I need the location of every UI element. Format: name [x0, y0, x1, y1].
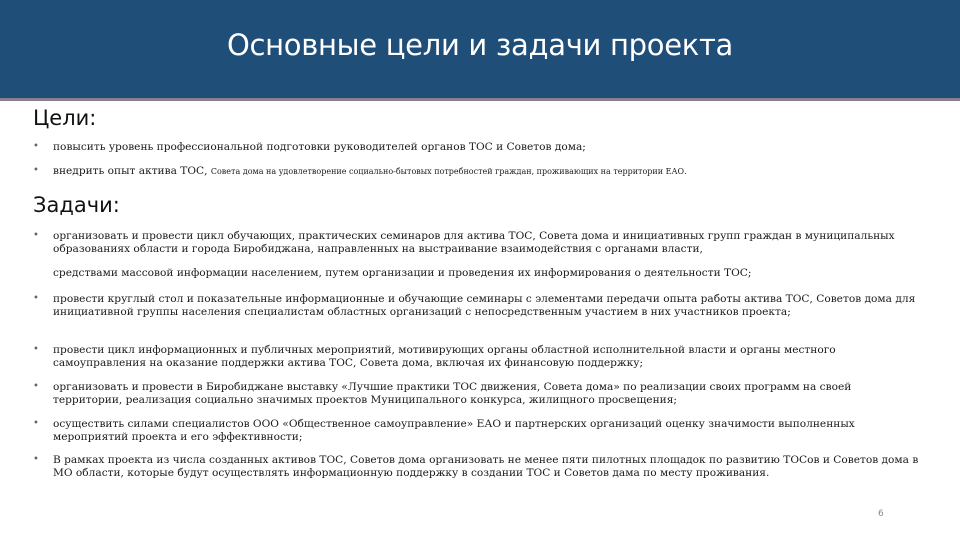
bullet-icon: • [33, 454, 39, 465]
task-text: организовать и провести цикл обучающих, практических семинаров для актива ТОС, Совета дома и инициативных групп граждан в муниципальных образованиях области и города Биробиджана, направленных на выстраивание взаимодействия с органами власти, [53, 230, 895, 255]
goal-item [33, 165, 923, 179]
goal-item [33, 141, 923, 154]
goal-text: повысить уровень профессиональной подготовки руководителей органов ТОС и Советов дома; [53, 141, 586, 153]
bullet-icon: • [33, 293, 39, 304]
goal-text: внедрить опыт актива ТОС, Совета дома на удовлетворение социально-бытовых потребностей граждан, проживающих на территории ЕАО. [53, 165, 687, 177]
task-text: провести круглый стол и показательные информационные и обучающие семинары с элементами передачи опыта работы актива ТОС, Советов дома для инициативной группы населения специалистам областных организаций с непосредственным участием в них участников проекта; [53, 293, 916, 318]
bullet-icon: • [33, 165, 39, 176]
task-text: провести цикл информационных и публичных мероприятий, мотивирующих органы областной исполнительной власти и органы местного самоуправления на оказание поддержки актива ТОС, Совета дома, включая их финансовую поддержку; [53, 344, 836, 369]
page-number: 6 [878, 509, 884, 519]
bullet-icon: • [33, 230, 39, 241]
task-item [33, 418, 923, 443]
goals-heading: Цели: [33, 106, 97, 130]
task-text: В рамках проекта из числа созданных активов ТОС, Советов дома организовать не менее пяти пилотных площадок по развитию ТОСов и Советов дома в МО области, которые будут осуществлять информационную поддержку в создании ТОС и Советов дама по месту проживания. [53, 454, 919, 479]
task-text: осуществить силами специалистов ООО «Общественное самоуправление» ЕАО и партнерских организаций оценку значимости выполненных мероприятий проекта и его эффективности; [53, 418, 855, 443]
tasks-heading: Задачи: [33, 193, 120, 217]
task-item [33, 230, 923, 255]
bullet-icon: • [33, 381, 39, 392]
title-bar [0, 0, 960, 98]
task-item [33, 454, 923, 479]
task-item [33, 293, 923, 318]
header-divider [0, 98, 960, 101]
bullet-icon: • [33, 344, 39, 355]
task-text: организовать и провести в Биробиджане выставку «Лучшие практики ТОС движения, Совета дома» по реализации своих программ на своей территории, реализация социально значимых проектов Муниципального конкурса, жилищного просвещения; [53, 381, 852, 406]
bullet-icon: • [33, 141, 39, 152]
slide-title: Основные цели и задачи проекта [226, 28, 734, 62]
task-item [33, 344, 923, 369]
task-item [33, 381, 923, 406]
task-continuation: средствами массовой информации населением, путем организации и проведения их информирования о деятельности ТОС; [53, 267, 752, 279]
bullet-icon: • [33, 418, 39, 429]
